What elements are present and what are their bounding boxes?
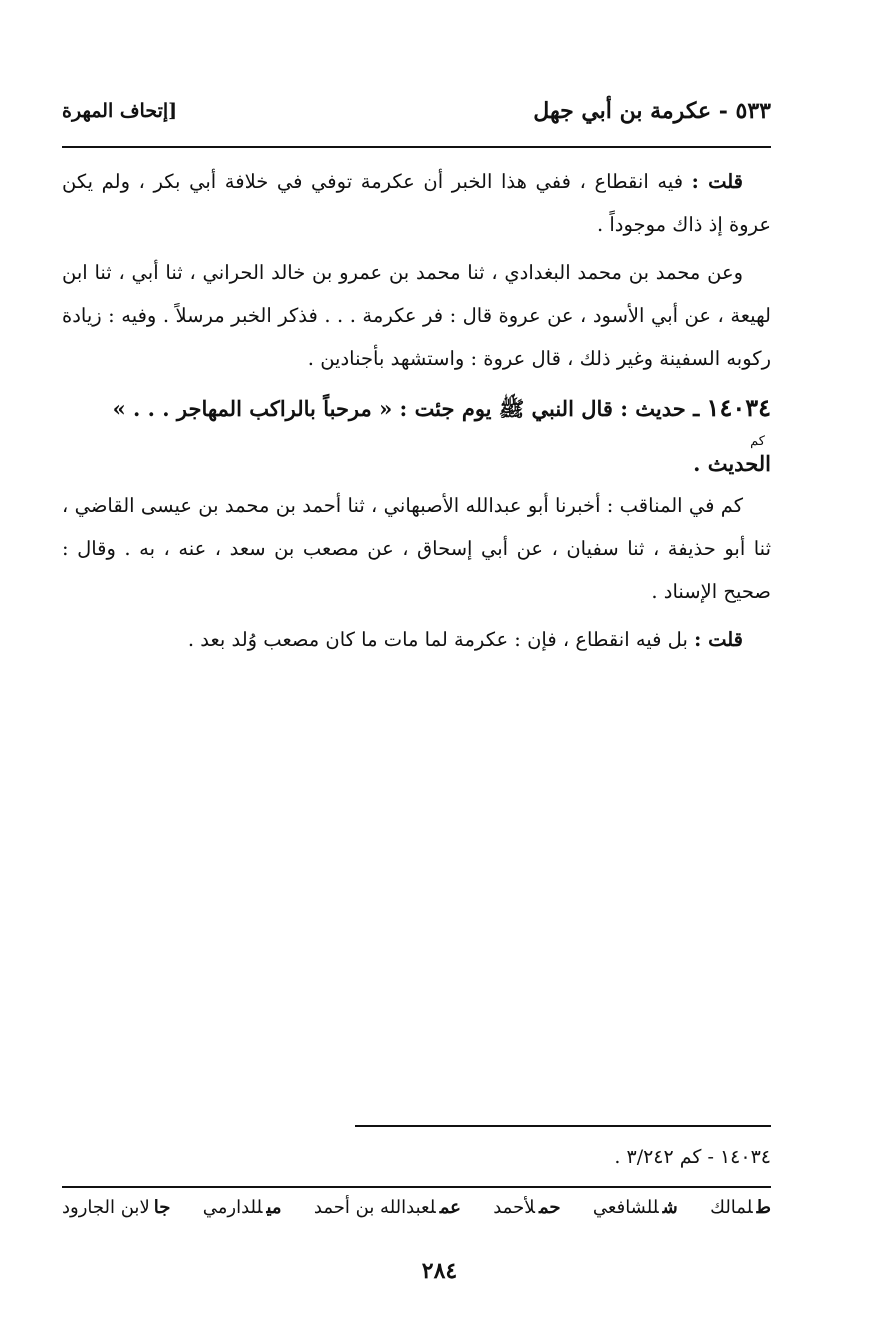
legend-name: لأحمد: [493, 1197, 535, 1218]
comment-label: قلت :: [691, 170, 743, 193]
comment-text: بل فيه انقطاع ، فإن : عكرمة لما مات ما كان مصعب وُلد بعد .: [187, 628, 688, 651]
legend-divider: [62, 1186, 771, 1188]
legend-abbr: ش: [662, 1197, 678, 1218]
hadith-entry-tail: [62, 435, 771, 479]
paragraph-comment-2: [62, 618, 771, 661]
chain-text: وعن محمد بن محمد البغدادي ، ثنا محمد بن عمرو بن خالد الحراني ، ثنا أبي ، ثنا ابن لهيعة ، عن أبي الأسود ، عن عروة قال : فر عكرمة . . . فذكر الخبر مرسلاً . وفيه : زيادة ركوبه السفينة وغير ذلك ، قال عروة : واستشهد بأجنادين .: [62, 261, 771, 370]
hadith-entry-heading: [62, 386, 771, 430]
entry-heading-text: ـ حديث : قال النبي ﷺ يوم جئت : « مرحباً بالراكب المهاجر . . . »: [112, 396, 700, 421]
legend-item: [710, 1197, 771, 1231]
running-header: [62, 98, 771, 134]
legend-abbr: حم: [538, 1197, 561, 1218]
legend-abbr: جا: [153, 1197, 171, 1218]
comment-label: قلت :: [694, 628, 743, 651]
entry-tail-text: الحديث .: [693, 451, 771, 476]
legend-item: [62, 1197, 170, 1231]
footnote-divider: [355, 1125, 771, 1127]
legend-abbr: عم: [439, 1197, 461, 1218]
legend-abbr: ط: [756, 1197, 771, 1218]
page-number: ٢٨٤: [421, 1258, 458, 1284]
legend-name: لمالك: [710, 1197, 753, 1218]
legend-item: [314, 1197, 461, 1231]
legend-name: لابن الجارود: [62, 1197, 150, 1218]
header-divider: [62, 146, 771, 148]
legend-item: [493, 1197, 560, 1231]
footnote: ١٤٠٣٤ - كم ٣/٢٤٢ .: [614, 1146, 771, 1168]
entry-number: ١٤٠٣٤: [706, 393, 771, 422]
main-text: [62, 160, 771, 666]
abbreviation-legend: [62, 1197, 771, 1231]
paragraph-chain: [62, 251, 771, 380]
legend-item: [203, 1197, 282, 1231]
legend-name: لعبدالله بن أحمد: [313, 1197, 436, 1218]
comment-text: فيه انقطاع ، ففي هذا الخبر أن عكرمة توفي في خلافة أبي بكر ، ولم يكن عروة إذ ذاك موجوداً .: [62, 170, 771, 236]
legend-name: للدارمي: [202, 1197, 263, 1218]
source-text: كم في المناقب : أخبرنا أبو عبدالله الأصبهاني ، ثنا أحمد بن محمد بن عيسى القاضي ، ثنا أبو حذيفة ، ثنا سفيان ، عن أبي إسحاق ، عن مصعب بن سعد ، عنه ، به . وقال : صحيح الإسناد .: [62, 494, 771, 603]
legend-abbr: مي: [266, 1197, 282, 1218]
paragraph-comment-1: [62, 160, 771, 246]
legend-item: [593, 1197, 678, 1231]
source-abbreviation: كم: [750, 434, 765, 449]
chapter-title: ٥٣٣ - عكرمة بن أبي جهل: [533, 98, 771, 124]
legend-name: للشافعي: [592, 1197, 659, 1218]
paragraph-source: [62, 484, 771, 613]
book-title: [إتحاف المهرة: [62, 100, 178, 122]
